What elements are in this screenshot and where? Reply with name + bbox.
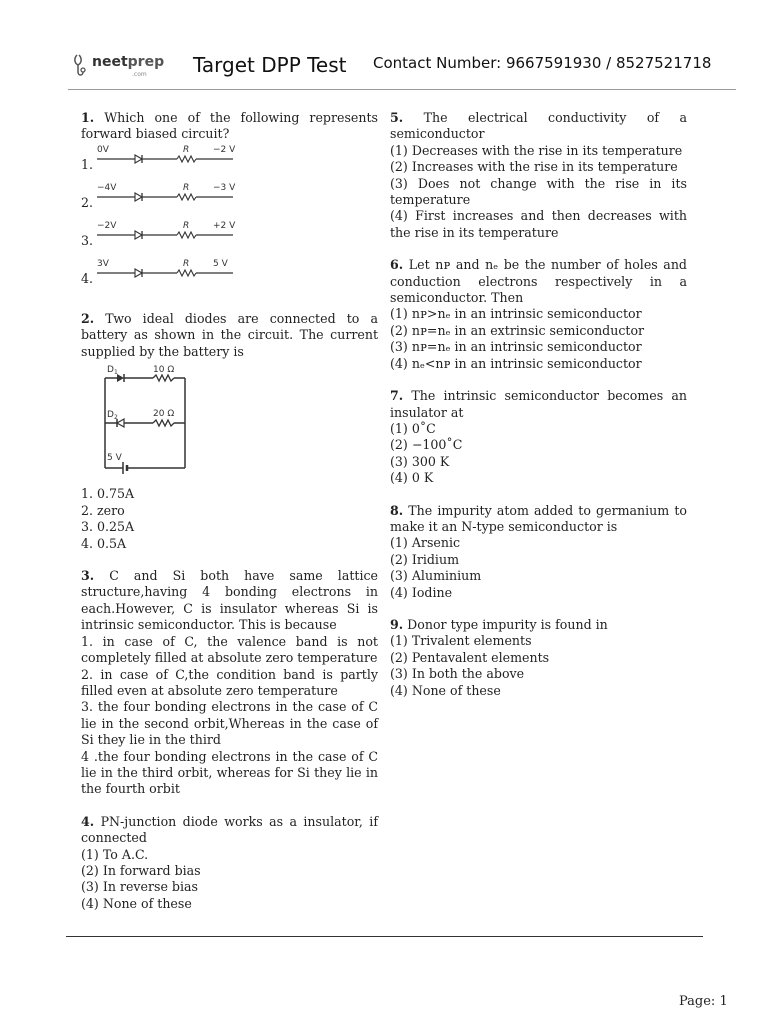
question-4 <box>81 814 378 912</box>
answer-option: 1. 0.75A <box>81 486 135 502</box>
question-text: Which one of the following represents forward biased circuit? <box>81 110 378 142</box>
circuit-option <box>81 257 378 295</box>
answer-option: 2. in case of C,the condition band is partly filled even at absolute zero temperature <box>81 666 378 698</box>
right-voltage-label: +2 V <box>213 220 236 231</box>
answer-option: (1) 0˚C <box>390 420 436 436</box>
stethoscope-icon <box>72 52 92 80</box>
question-text: The intrinsic semiconductor becomes an insulator at <box>390 388 687 420</box>
answer-option: 3. 0.25A <box>81 519 135 535</box>
answer-option: 3. the four bonding electrons in the case of C lie in the second orbit,Whereas in the case of Si they lie in the third <box>81 699 378 748</box>
answer-option: (4) nₑ<nᴘ in an intrinsic semiconductor <box>390 355 642 371</box>
answer-option: 2. zero <box>81 502 125 518</box>
circuit-diagram <box>95 181 245 211</box>
left-voltage-label: −2V <box>97 220 117 231</box>
question-7 <box>390 388 687 486</box>
question-8 <box>390 503 687 601</box>
resistor-symbol <box>177 270 196 276</box>
question-9 <box>390 617 687 699</box>
question-2 <box>81 311 378 552</box>
diode-symbol <box>135 193 142 201</box>
question-1 <box>81 110 378 295</box>
circuit-option <box>81 181 378 219</box>
resistor-symbol <box>177 194 196 200</box>
answer-option: (2) Increases with the rise in its temperature <box>390 159 678 175</box>
answer-option: (4) Iodine <box>390 584 453 600</box>
answer-option: (1) Trivalent elements <box>390 633 532 649</box>
right-voltage-label: −2 V <box>213 144 236 155</box>
option-number: 2. <box>81 194 94 210</box>
page-header <box>0 0 768 92</box>
left-voltage-label: 3V <box>97 258 109 269</box>
option-number: 3. <box>81 232 94 248</box>
circuit-option <box>81 219 378 257</box>
right-voltage-label: −3 V <box>213 182 236 193</box>
resistor-r2-label: 20 Ω <box>153 409 175 420</box>
option-number: 4. <box>81 270 94 286</box>
footer-divider <box>66 936 703 937</box>
answer-option: (4) None of these <box>390 682 501 698</box>
left-voltage-label: 0V <box>97 144 109 155</box>
question-text: The electrical conductivity of a semiconductor <box>390 110 687 142</box>
circuit-option <box>81 143 378 181</box>
answer-option: (2) nᴘ=nₑ in an extrinsic semiconductor <box>390 322 645 338</box>
circuit-diagram <box>95 219 245 249</box>
left-column <box>81 110 378 928</box>
answer-option: (2) In forward bias <box>81 862 201 878</box>
answer-options <box>390 306 687 372</box>
question-number: 8. <box>390 502 404 518</box>
answer-option: (1) Arsenic <box>390 535 461 551</box>
answer-option: (3) 300 K <box>390 453 450 469</box>
question-number: 7. <box>390 388 404 404</box>
question-text: PN-junction diode works as a insulator, if connected <box>81 813 378 846</box>
diode-d1-subscript: 1 <box>114 369 118 377</box>
question-3 <box>81 568 378 798</box>
resistor-r1-label: 10 Ω <box>153 365 175 376</box>
answer-option: (3) Aluminium <box>390 568 482 584</box>
answer-options <box>390 633 687 699</box>
circuit-diagram <box>95 143 245 173</box>
resistor-label: R <box>183 258 190 269</box>
answer-options <box>390 535 687 601</box>
answer-options <box>81 847 378 913</box>
diode-symbol <box>135 155 142 163</box>
diode-symbol <box>135 269 142 277</box>
left-voltage-label: −4V <box>97 182 117 193</box>
logo-wordmark: neetprep <box>92 54 165 70</box>
diode-d2-subscript: 2 <box>114 414 118 422</box>
page-number: Page: 1 <box>679 994 728 1009</box>
resistor-symbol <box>177 156 196 162</box>
answer-option: (3) In both the above <box>390 666 525 682</box>
right-voltage-label: 5 V <box>213 258 228 269</box>
answer-options <box>390 143 687 241</box>
answer-option: (1) To A.C. <box>81 846 149 862</box>
resistor-symbol <box>177 232 196 238</box>
resistor-label: R <box>183 144 190 155</box>
right-column <box>390 110 687 715</box>
question-text: Two ideal diodes are connected to a battery as shown in the circuit. The current supplied by the battery is <box>81 310 378 359</box>
circuit-options <box>81 143 378 295</box>
diode-circuit-diagram <box>103 364 213 476</box>
resistor-label: R <box>183 220 190 231</box>
question-6 <box>390 257 687 372</box>
question-number: 2. <box>81 310 95 326</box>
question-text: Donor type impurity is found in <box>407 616 608 632</box>
answer-option: 4. 0.5A <box>81 535 127 551</box>
diode-d2-label: D <box>107 410 114 421</box>
diode-symbol <box>135 231 142 239</box>
question-number: 3. <box>81 568 95 584</box>
question-number: 6. <box>390 257 404 273</box>
answer-options <box>390 421 687 487</box>
page-title: Target DPP Test <box>193 53 347 77</box>
resistor-label: R <box>183 182 190 193</box>
answer-option: (4) None of these <box>81 895 192 911</box>
question-number: 9. <box>390 616 404 632</box>
answer-option: (4) First increases and then decreases with the rise in its temperature <box>390 208 687 240</box>
option-number: 1. <box>81 156 94 172</box>
contact-number: Contact Number: 9667591930 / 8527521718 <box>373 54 712 72</box>
question-text: Let nᴘ and nₑ be the number of holes and conduction electrons respectively in a semiconductor. Then <box>390 257 687 306</box>
question-number: 1. <box>81 110 95 125</box>
diode-d1-label: D <box>107 365 114 376</box>
header-divider <box>68 89 736 90</box>
question-5 <box>390 110 687 241</box>
answer-option: (1) nᴘ>nₑ in an intrinsic semiconductor <box>390 306 642 322</box>
question-number: 5. <box>390 110 404 125</box>
answer-option: (3) Does not change with the rise in its temperature <box>390 175 687 208</box>
question-number: 4. <box>81 813 95 829</box>
neetprep-logo <box>72 52 168 82</box>
answer-option: (2) −100˚C <box>390 437 463 453</box>
answer-option: (2) Iridium <box>390 551 460 567</box>
question-text: C and Si both have same lattice structure,having 4 bonding electrons in each.However, C is insulator whereas Si is intrinsic semiconductor. This is because <box>81 568 378 633</box>
answer-option: (4) 0 K <box>390 470 434 486</box>
answer-option: (3) nᴘ=nₑ in an intrinsic semiconductor <box>390 339 642 355</box>
answer-option: (3) In reverse bias <box>81 879 198 895</box>
answer-option: (1) Decreases with the rise in its temperature <box>390 142 683 158</box>
question-text: The impurity atom added to germanium to make it an N-type semiconductor is <box>390 502 687 534</box>
answer-option: 4 .the four bonding electrons in the case of C lie in the third orbit, whereas for Si they lie in the fourth orbit <box>81 748 378 797</box>
battery-label: 5 V <box>107 453 122 464</box>
circuit-diagram <box>95 257 245 287</box>
answer-option: (2) Pentavalent elements <box>390 649 550 665</box>
answer-options <box>81 486 378 552</box>
logo-subtext: .com <box>132 71 147 78</box>
answer-option: 1. in case of C, the valence band is not completely filled at absolute zero temperature <box>81 633 378 666</box>
answer-options <box>81 634 378 798</box>
